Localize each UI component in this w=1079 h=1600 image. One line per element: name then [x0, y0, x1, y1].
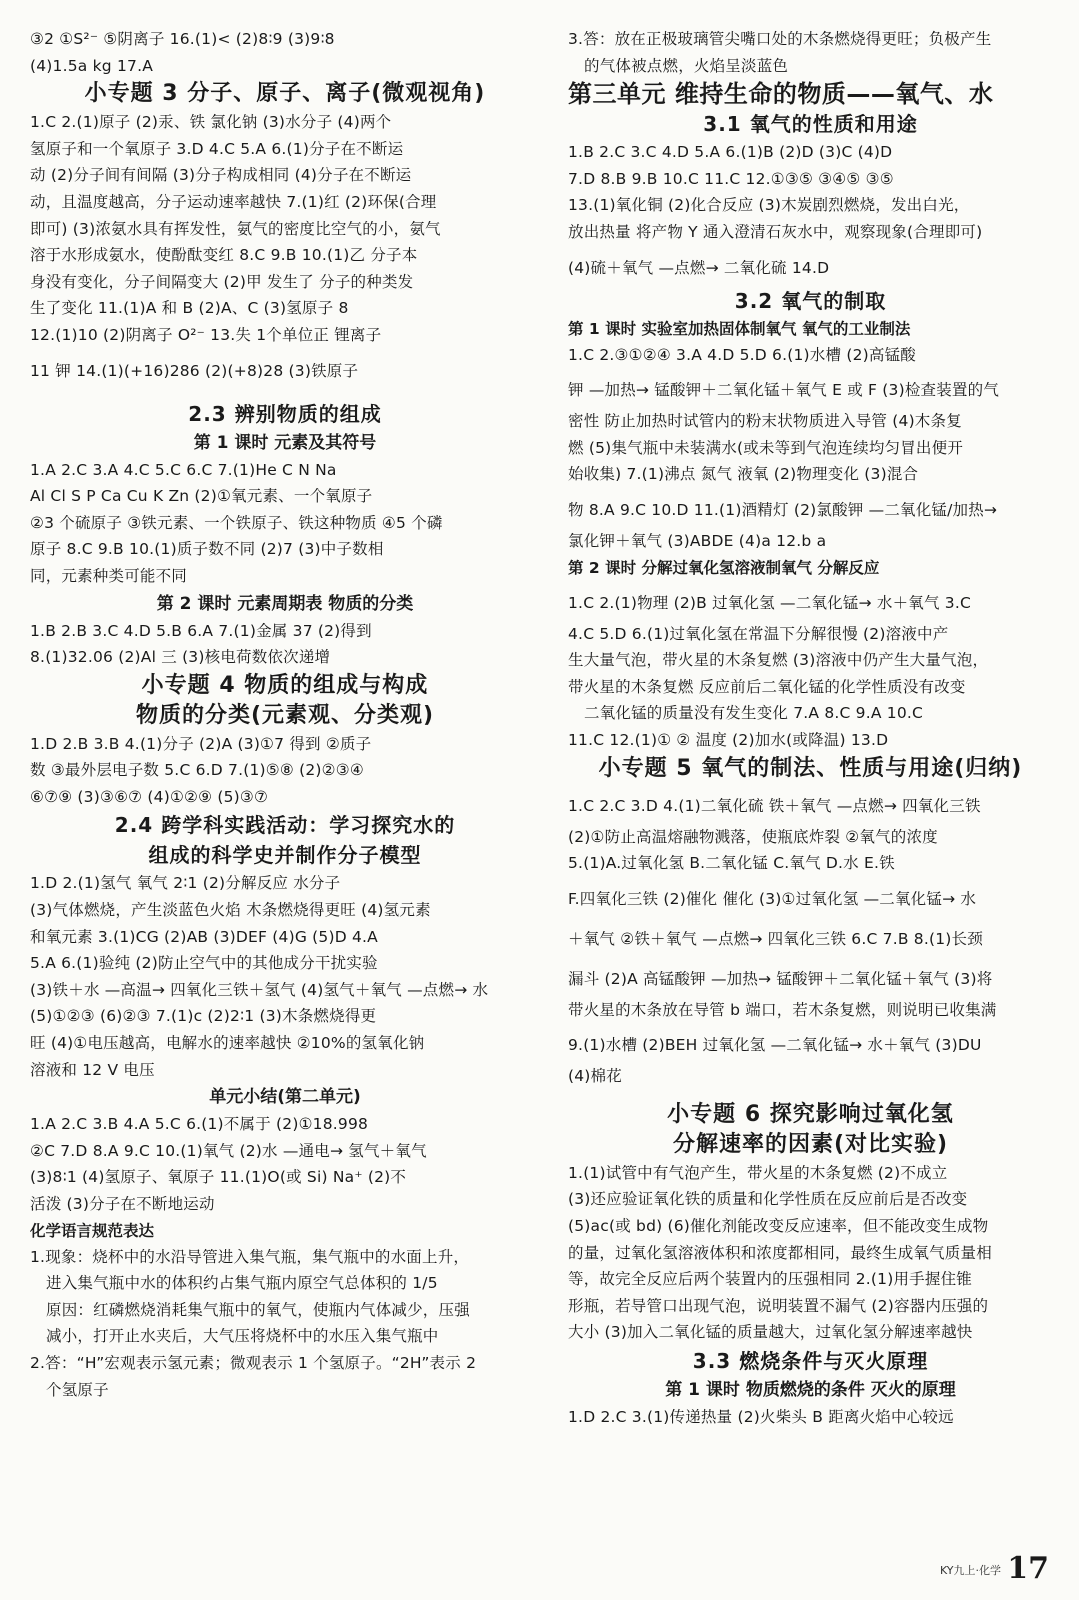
answer-line: (3)气体燃烧，产生淡蓝色火焰 木条燃烧得更旺 (4)氢元素: [30, 901, 431, 920]
answer-line: (3)还应验证氧化铁的质量和化学性质在反应前后是否改变: [568, 1190, 968, 1209]
answer-line: 等，故完全反应后两个装置内的压强相同 2.(1)用手握住锥: [568, 1270, 972, 1289]
answer-line: 钾 —加热→ 锰酸钾＋二氧化锰＋氧气 E 或 F (3)检查装置的气: [568, 381, 1000, 400]
answer-line: F.四氧化三铁 (2)催化 催化 (3)①过氧化氢 —二氧化锰→ 水: [568, 889, 977, 908]
answer-line: 密性 防止加热时试管内的粉末状物质进入导管 (4)木条复: [568, 412, 962, 431]
answer-line: 带火星的木条复燃 反应前后二氧化锰的化学性质没有改变: [568, 677, 966, 696]
answer-line: 溶液和 12 V 电压: [30, 1060, 155, 1079]
footer-mark: KY九上·化学: [939, 1564, 1001, 1577]
section-heading: 物质的分类(元素观、分类观): [135, 702, 435, 728]
answer-line: 1.A 2.C 3.A 4.C 5.C 6.C 7.(1)He C N Na: [30, 460, 337, 479]
section-heading: 3.1 氧气的性质和用途: [703, 112, 918, 137]
spacer: [30, 389, 540, 399]
section-heading: 小专题 4 物质的组成与构成: [141, 672, 429, 698]
answer-line: ②3 个硫原子 ③铁元素、一个铁原子、铁这种物质 ④5 个磷: [30, 513, 443, 532]
answer-line: 个氢原子: [46, 1380, 109, 1399]
answer-line: 二氧化锰的质量没有发生变化 7.A 8.C 9.A 10.C: [584, 704, 924, 723]
section-heading: 第 1 课时 元素及其符号: [193, 432, 377, 453]
answer-line: 4.C 5.D 6.(1)过氧化氢在常温下分解很慢 (2)溶液中产: [568, 624, 949, 643]
answer-line: 数 ③最外层电子数 5.C 6.D 7.(1)⑤⑧ (2)②③④: [30, 761, 364, 780]
answer-line: 1.C 2.(1)原子 (2)汞、铁 氯化钠 (3)水分子 (4)两个: [30, 113, 392, 132]
answer-line: 1.A 2.C 3.B 4.A 5.C 6.(1)不属于 (2)①18.998: [30, 1115, 369, 1134]
answer-line: 1.B 2.C 3.C 4.D 5.A 6.(1)B (2)D (3)C (4)D: [568, 143, 893, 162]
answer-line: 始收集) 7.(1)沸点 氮气 液氧 (2)物理变化 (3)混合: [568, 465, 919, 484]
answer-line: 12.(1)10 (2)阴离子 O²⁻ 13.失 1个单位正 锂离子: [30, 325, 382, 344]
answer-line: 5.A 6.(1)验纯 (2)防止空气中的其他成分干扰实验: [30, 954, 378, 973]
answer-line: (2)①防止高温熔融物溅落，使瓶底炸裂 ②氧气的浓度: [568, 827, 938, 846]
answer-line: 溶于水形成氨水，使酚酞变红 8.C 9.B 10.(1)乙 分子本: [30, 246, 418, 265]
answer-line: 5.(1)A.过氧化氢 B.二氧化锰 C.氧气 D.水 E.铁: [568, 854, 895, 873]
answer-line: 即可) (3)浓氨水具有挥发性，氨气的密度比空气的小，氨气: [30, 219, 441, 238]
section-heading: 第 2 课时 元素周期表 物质的分类: [156, 593, 414, 614]
answer-line: 身没有变化，分子间隔变大 (2)甲 发生了 分子的种类发: [30, 272, 414, 291]
answer-line: (5)ac(或 bd) (6)催化剂能改变反应速率，但不能改变生成物: [568, 1217, 989, 1236]
answer-line: 活泼 (3)分子在不断地运动: [30, 1195, 215, 1213]
answer-line: 7.D 8.B 9.B 10.C 11.C 12.①③⑤ ③④⑤ ③⑤: [568, 169, 894, 188]
answer-line: 放出热量 将产物 Y 通入澄清石灰水中，观察现象(合理即可): [568, 222, 983, 241]
section-heading: 2.4 跨学科实践活动：学习探究水的: [114, 813, 456, 838]
section-heading: 小专题 5 氧气的制法、性质与用途(归纳): [598, 755, 1023, 781]
answer-line: 减小，打开止水夹后，大气压将烧杯中的水压入集气瓶中: [46, 1327, 439, 1346]
section-heading: 化学语言规范表达: [30, 1221, 155, 1240]
section-heading: 2.3 辨别物质的组成: [188, 401, 382, 426]
page-number: 17: [1007, 1551, 1049, 1586]
answer-line: 的气体被点燃，火焰呈淡蓝色: [584, 56, 789, 75]
section-heading: 第 2 课时 分解过氧化氢溶液制氧气 分解反应: [568, 558, 880, 577]
answer-line: 进入集气瓶中水的体积约占集气瓶内原空气总体积的 1/5: [46, 1274, 438, 1293]
answer-line: 8.(1)32.06 (2)Al 三 (3)核电荷数依次递增: [30, 648, 331, 667]
answer-line: (4)1.5a kg 17.A: [30, 56, 154, 75]
section-heading: 3.3 燃烧条件与灭火原理: [692, 1349, 929, 1374]
answer-line: 动，且温度越高，分子运动速率越快 7.(1)红 (2)环保(合理: [30, 192, 437, 211]
spacer: [568, 1090, 1053, 1100]
left-column: [30, 26, 540, 1403]
section-heading: 第 1 课时 实验室加热固体制氧气 氧气的工业制法: [568, 319, 911, 338]
answer-line: (3)铁＋水 —高温→ 四氧化三铁＋氢气 (4)氢气＋氧气 —点燃→ 水: [30, 980, 489, 999]
answer-line: 大小 (3)加入二氧化锰的质量越大，过氧化氢分解速率越快: [568, 1323, 973, 1342]
answer-line: 11.C 12.(1)① ② 温度 (2)加水(或降温) 13.D: [568, 730, 889, 749]
section-heading: 分解速率的因素(对比实验): [672, 1131, 949, 1157]
answer-line: 1.C 2.③①②④ 3.A 4.D 5.D 6.(1)水槽 (2)高锰酸: [568, 345, 916, 364]
answer-line: 氯化钾＋氧气 (3)ABDE (4)a 12.b a: [568, 531, 827, 550]
right-column: [568, 26, 1053, 1431]
answer-line: 1.D 2.C 3.(1)传递热量 (2)火柴头 B 距离火焰中心较远: [568, 1408, 954, 1427]
answer-line: 燃 (5)集气瓶中未装满水(或未等到气泡连续均匀冒出便开: [568, 438, 964, 457]
answer-line: 3.答：放在正极玻璃管尖嘴口处的木条燃烧得更旺；负极产生: [568, 30, 992, 48]
answer-line: ⑥⑦⑨ (3)③⑥⑦ (4)①②⑨ (5)③⑦: [30, 787, 269, 806]
answer-line: (4)棉花: [568, 1067, 622, 1086]
answer-line: 氢原子和一个氧原子 3.D 4.C 5.A 6.(1)分子在不断运: [30, 139, 404, 158]
answer-line: ②C 7.D 8.A 9.C 10.(1)氧气 (2)水 —通电→ 氢气＋氧气: [30, 1141, 427, 1160]
answer-line: 物 8.A 9.C 10.D 11.(1)酒精灯 (2)氯酸钾 —二氧化锰/加热→: [568, 500, 998, 519]
answer-line: 1.D 2.(1)氢气 氧气 2∶1 (2)分解反应 水分子: [30, 874, 341, 893]
answer-line: ③2 ①S²⁻ ⑤阴离子 16.(1)< (2)8∶9 (3)9∶8: [30, 30, 335, 48]
answer-line: (4)硫＋氧气 —点燃→ 二氧化硫 14.D: [568, 258, 830, 277]
section-heading: 3.2 氧气的制取: [734, 288, 887, 313]
answer-line: 形瓶，若导管口出现气泡，说明装置不漏气 (2)容器内压强的: [568, 1296, 989, 1315]
answer-line: 动 (2)分子间有间隔 (3)分子构成相同 (4)分子在不断运: [30, 166, 412, 185]
answer-line: 和氧元素 3.(1)CG (2)AB (3)DEF (4)G (5)D 4.A: [30, 927, 378, 946]
answer-line: 原子 8.C 9.B 10.(1)质子数不同 (2)7 (3)中子数相: [30, 540, 384, 559]
section-heading: 第 1 课时 物质燃烧的条件 灭火的原理: [665, 1380, 956, 1401]
answer-line: Al Cl S P Ca Cu K Zn (2)①氧元素、一个氧原子: [30, 487, 373, 506]
answer-line: 1.B 2.B 3.C 4.D 5.B 6.A 7.(1)金属 37 (2)得到: [30, 621, 372, 640]
answer-line: 同，元素种类可能不同: [30, 566, 188, 585]
answer-line: 生了变化 11.(1)A 和 B (2)A、C (3)氢原子 8: [30, 299, 349, 318]
answer-line: 13.(1)氧化铜 (2)化合反应 (3)木炭剧烈燃烧，发出白光，: [568, 196, 970, 215]
section-heading: 小专题 6 探究影响过氧化氢: [667, 1101, 954, 1127]
answer-line: 1.现象：烧杯中的水沿导管进入集气瓶，集气瓶中的水面上升，: [30, 1247, 470, 1266]
answer-line: (5)①②③ (6)②③ 7.(1)c (2)2∶1 (3)木条燃烧得更: [30, 1007, 377, 1026]
section-heading: 小专题 3 分子、原子、离子(微观视角): [84, 81, 486, 107]
answer-line: 2.答：“H”宏观表示氢元素；微观表示 1 个氢原子。“2H”表示 2: [30, 1353, 477, 1372]
answer-line: (3)8∶1 (4)氢原子、氧原子 11.(1)O(或 Si) Na⁺ (2)不: [30, 1168, 407, 1187]
answer-line: 1.C 2.C 3.D 4.(1)二氧化硫 铁＋氧气 —点燃→ 四氧化三铁: [568, 796, 981, 815]
answer-line: 生大量气泡，带火星的木条复燃 (3)溶液中仍产生大量气泡，: [568, 651, 989, 670]
section-heading: 单元小结(第二单元): [209, 1087, 361, 1108]
answer-line: 11 钾 14.(1)(+16)286 (2)(+8)28 (3)铁原子: [30, 361, 359, 380]
answer-line: 1.D 2.B 3.B 4.(1)分子 (2)A (3)①7 得到 ②质子: [30, 734, 372, 753]
answer-line: 旺 (4)①电压越高，电解水的速率越快 ②10%的氢氧化钠: [30, 1034, 425, 1053]
answer-line: ＋氧气 ②铁＋氧气 —点燃→ 四氧化三铁 6.C 7.B 8.(1)长颈: [568, 929, 983, 948]
answer-line: 的量，过氧化氢溶液体积和浓度都相同，最终生成氧气质量相: [568, 1243, 992, 1262]
answer-line: 原因：红磷燃烧消耗集气瓶中的氧气，使瓶内气体减少，压强: [46, 1300, 470, 1319]
answer-line: 1.C 2.(1)物理 (2)B 过氧化氢 —二氧化锰→ 水＋氧气 3.C: [568, 593, 972, 612]
answer-line: 漏斗 (2)A 高锰酸钾 —加热→ 锰酸钾＋二氧化锰＋氧气 (3)将: [568, 969, 993, 988]
answer-line: 9.(1)水槽 (2)BEH 过氧化氢 —二氧化锰→ 水＋氧气 (3)DU: [568, 1036, 982, 1055]
answer-line: 1.(1)试管中有气泡产生，带火星的木条复燃 (2)不成立: [568, 1163, 948, 1182]
section-heading: 组成的科学史并制作分子模型: [148, 843, 422, 868]
answer-line: 带火星的木条放在导管 b 端口，若木条复燃，则说明已收集满: [568, 1000, 997, 1019]
section-heading: 第三单元 维持生命的物质——氧气、水: [568, 80, 994, 109]
